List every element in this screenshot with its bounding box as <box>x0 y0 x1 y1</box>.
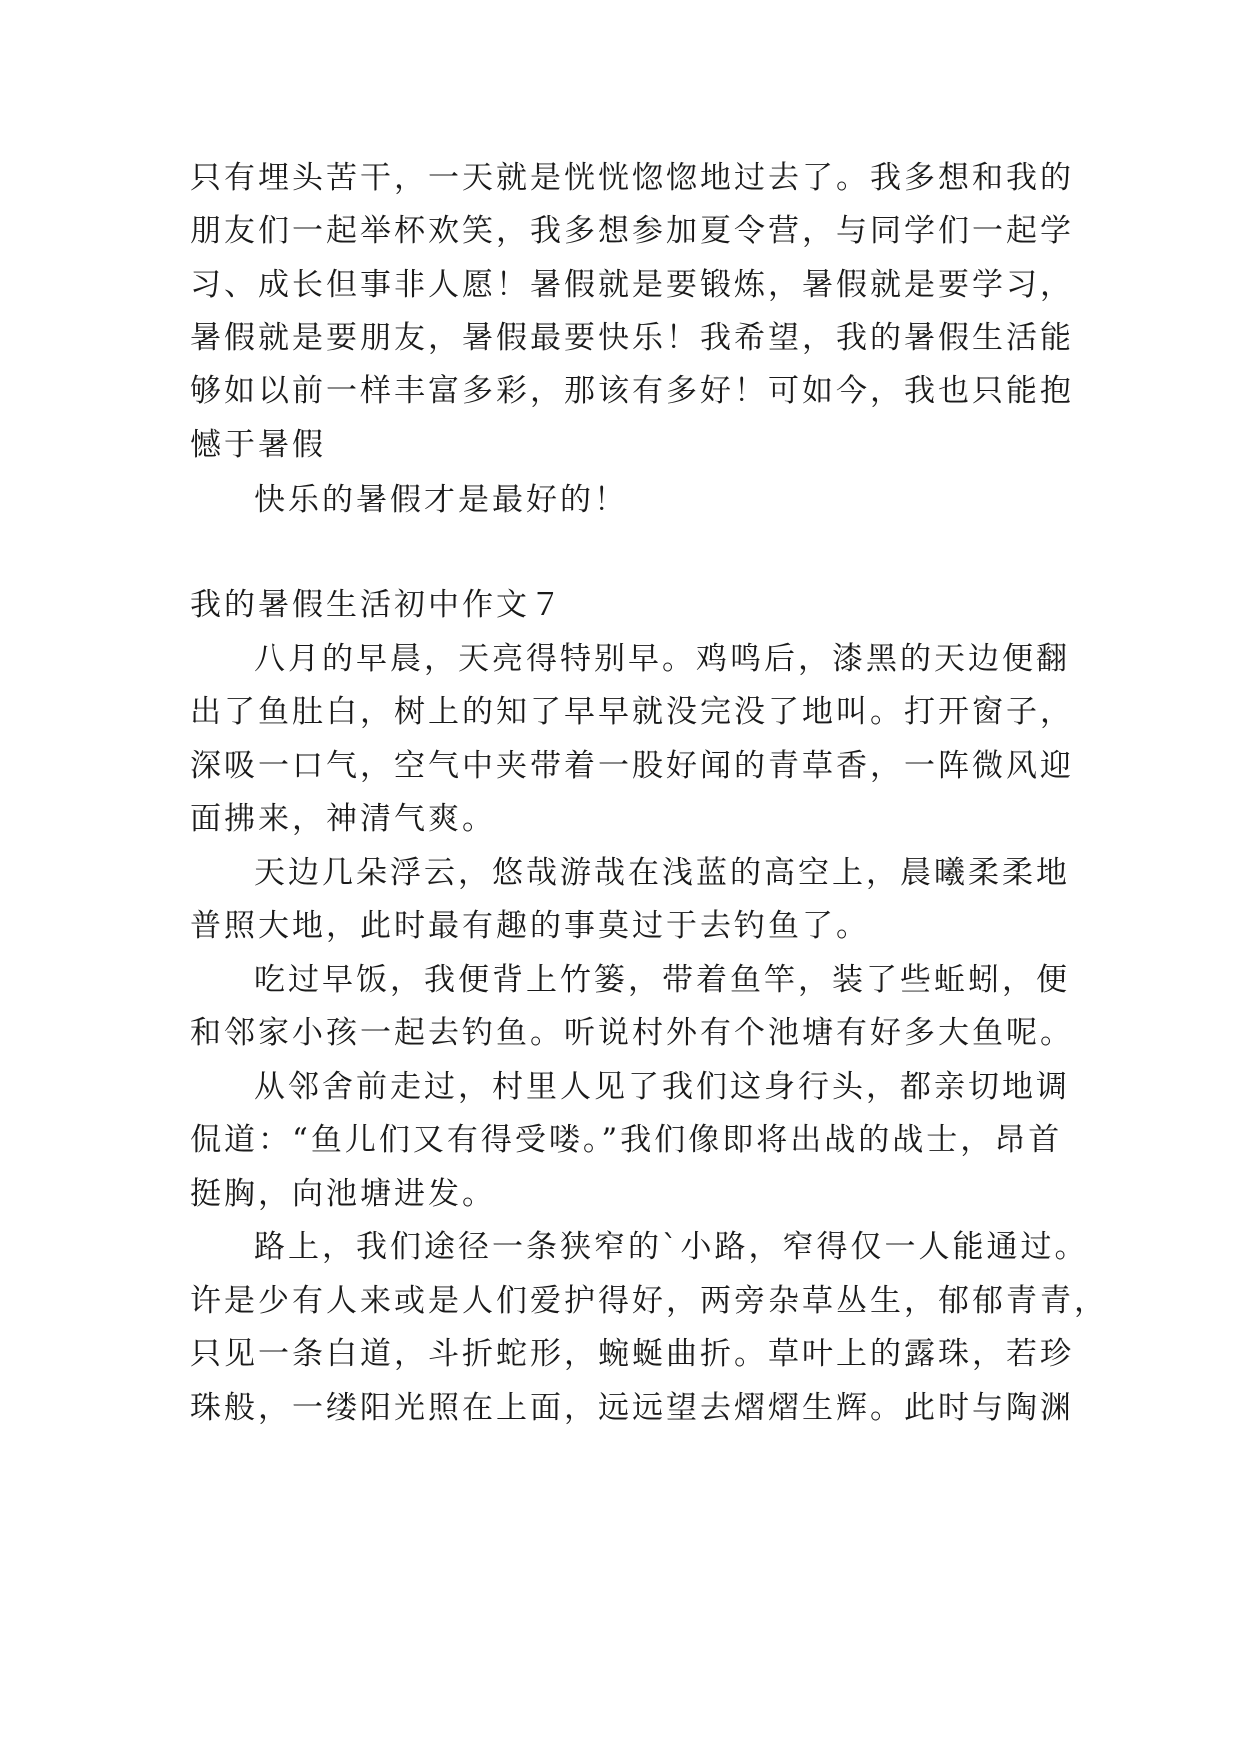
paragraph-line: 挺胸，向池塘进发。 <box>190 1176 496 1212</box>
paragraph-line: 快乐的暑假才是最好的！ <box>254 482 628 518</box>
paragraph-line: 只有埋头苦干，一天就是恍恍惚惚地过去了。我多想和我的 <box>190 160 1074 196</box>
paragraph-line: 侃道：“鱼儿们又有得受喽。”我们像即将出战的战士，昂首 <box>190 1122 1063 1158</box>
paragraph-line: 八月的早晨，天亮得特别早。鸡鸣后，漆黑的天边便翻 <box>254 641 1070 677</box>
paragraph-line: 路上，我们途径一条狭窄的`小路，窄得仅一人能通过。 <box>254 1229 1089 1265</box>
paragraph-line: 珠般，一缕阳光照在上面，远远望去熠熠生辉。此时与陶渊 <box>190 1390 1074 1426</box>
paragraph-line: 只见一条白道，斗折蛇形，蜿蜒曲折。草叶上的露珠，若珍 <box>190 1336 1074 1372</box>
paragraph-line: 天边几朵浮云，悠哉游哉在浅蓝的高空上，晨曦柔柔地 <box>254 855 1070 891</box>
section-heading: 我的暑假生活初中作文７ <box>190 587 564 623</box>
paragraph-line: 憾于暑假 <box>190 427 326 463</box>
paragraph-line: 面拂来，神清气爽。 <box>190 801 496 837</box>
paragraph-line: 朋友们一起举杯欢笑，我多想参加夏令营，与同学们一起学 <box>190 213 1074 249</box>
paragraph-line: 深吸一口气，空气中夹带着一股好闻的青草香，一阵微风迎 <box>190 748 1074 784</box>
paragraph-line: 普照大地，此时最有趣的事莫过于去钓鱼了。 <box>190 908 870 944</box>
paragraph-line: 从邻舍前走过，村里人见了我们这身行头，都亲切地调 <box>254 1069 1070 1105</box>
paragraph-line: 和邻家小孩一起去钓鱼。听说村外有个池塘有好多大鱼呢。 <box>190 1015 1074 1051</box>
paragraph-line: 吃过早饭，我便背上竹篓，带着鱼竿，装了些蚯蚓，便 <box>254 962 1070 998</box>
paragraph-line: 暑假就是要朋友，暑假最要快乐！我希望，我的暑假生活能 <box>190 320 1074 356</box>
paragraph-line: 够如以前一样丰富多彩，那该有多好！可如今，我也只能抱 <box>190 373 1074 409</box>
paragraph-line: 出了鱼肚白，树上的知了早早就没完没了地叫。打开窗子， <box>190 694 1074 730</box>
paragraph-line: 许是少有人来或是人们爱护得好，两旁杂草丛生，郁郁青青， <box>190 1283 1108 1319</box>
paragraph-line: 习、成长但事非人愿！暑假就是要锻炼，暑假就是要学习， <box>190 267 1074 303</box>
